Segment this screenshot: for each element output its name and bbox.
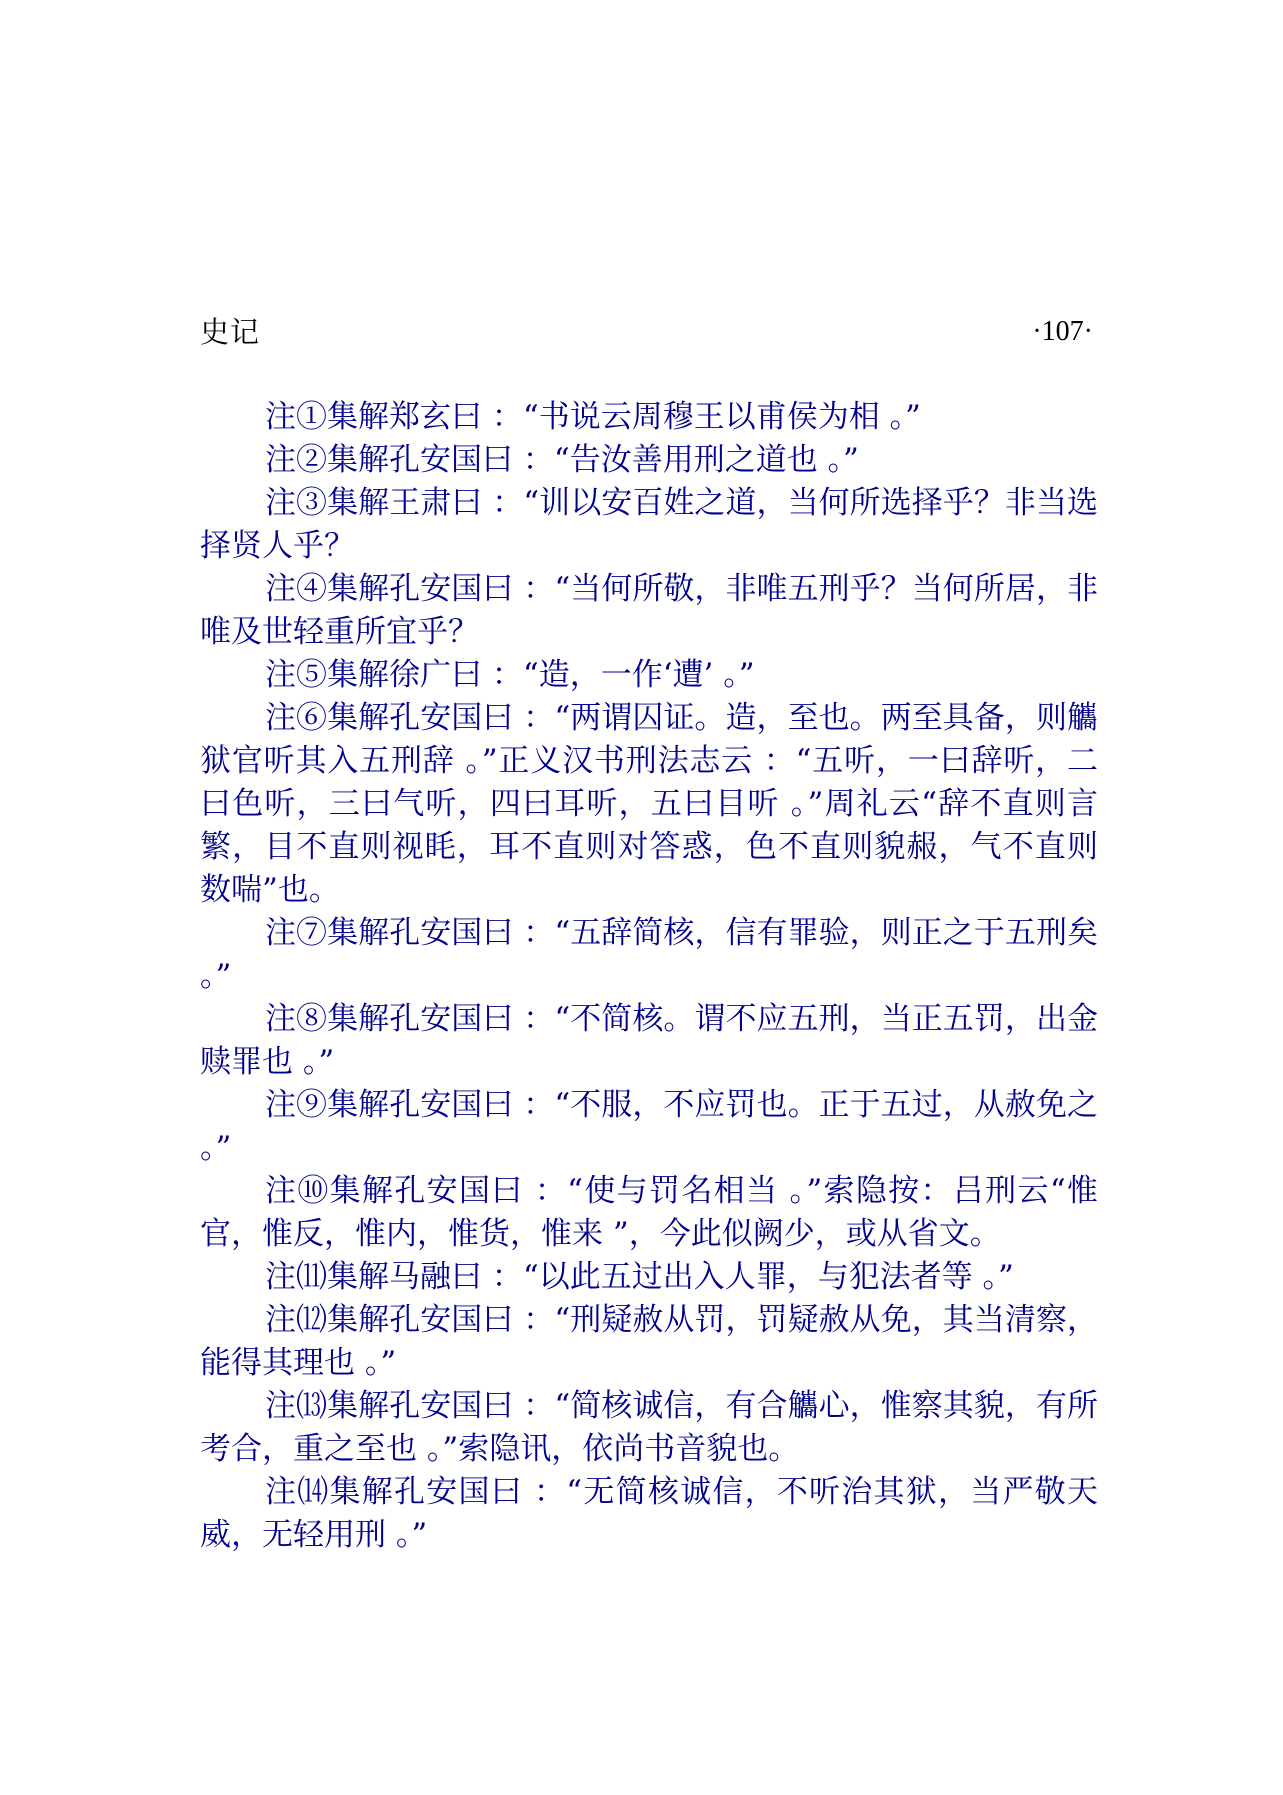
- page-number: ·107·: [1032, 316, 1093, 347]
- note-7: 注⑦集解孔安国曰 ：“五辞简核，信有罪验，则正之于五刑矣 。”: [200, 915, 1098, 994]
- book-title: 史记: [200, 315, 261, 349]
- note-9: 注⑨集解孔安国曰 ：“不服，不应罚也。正于五过，从赦免之 。”: [200, 1087, 1098, 1166]
- note-8: 注⑧集解孔安国曰 ：“不简核。谓不应五刑，当正五罚，出金赎罪也 。”: [200, 1001, 1098, 1080]
- note-1: 注①集解郑玄曰 ：“书说云周穆王以甫侯为相 。”: [265, 399, 921, 435]
- page-header: [200, 312, 1093, 356]
- note-12: 注⑿集解孔安国曰 ：“刑疑赦从罚，罚疑赦从免，其当清察，能得其理也 。”: [200, 1302, 1098, 1381]
- note-2: 注②集解孔安国曰 ：“告汝善用刑之道也 。”: [265, 442, 859, 478]
- note-3: 注③集解王肃曰 ：“训以安百姓之道，当何所选择乎？非当选择贤人乎？: [200, 485, 1098, 564]
- note-10: 注⑩集解孔安国曰 ：“使与罚名相当 。”索隐按：吕刑云“惟官，惟反，惟内，惟货，惟来 ”，今此似阙少，或从省文。: [200, 1173, 1098, 1252]
- note-5: 注⑤集解徐广曰 ：“造，一作‘遭’ 。”: [265, 657, 755, 693]
- note-11: 注⑾集解马融曰 ：“以此五过出入人罪，与犯法者等 。”: [265, 1259, 1014, 1295]
- note-4: 注④集解孔安国曰 ：“当何所敬，非唯五刑乎？当何所居，非唯及世轻重所宜乎？: [200, 571, 1098, 650]
- note-13: 注⒀集解孔安国曰 ：“简核诚信，有合觿心，惟察其貌，有所考合，重之至也 。”索隐讯，依尚书音貌也。: [200, 1388, 1098, 1467]
- note-6: 注⑥集解孔安国曰 ：“两谓囚证。造，至也。两至具备，则觿狱官听其入五刑辞 。”正义汉书刑法志云 ：“五听，一曰辞听，二曰色听，三曰气听，四曰耳听，五曰目听 。”周礼云“辞不直则言繁，目不直则视眊，耳不直则对答惑，色不直则貌赧，气不直则数喘”也。: [200, 700, 1098, 908]
- notes-body: [200, 396, 1098, 1557]
- note-14: 注⒁集解孔安国曰 ：“无简核诚信，不听治其狱，当严敬天威，无轻用刑 。”: [200, 1474, 1098, 1553]
